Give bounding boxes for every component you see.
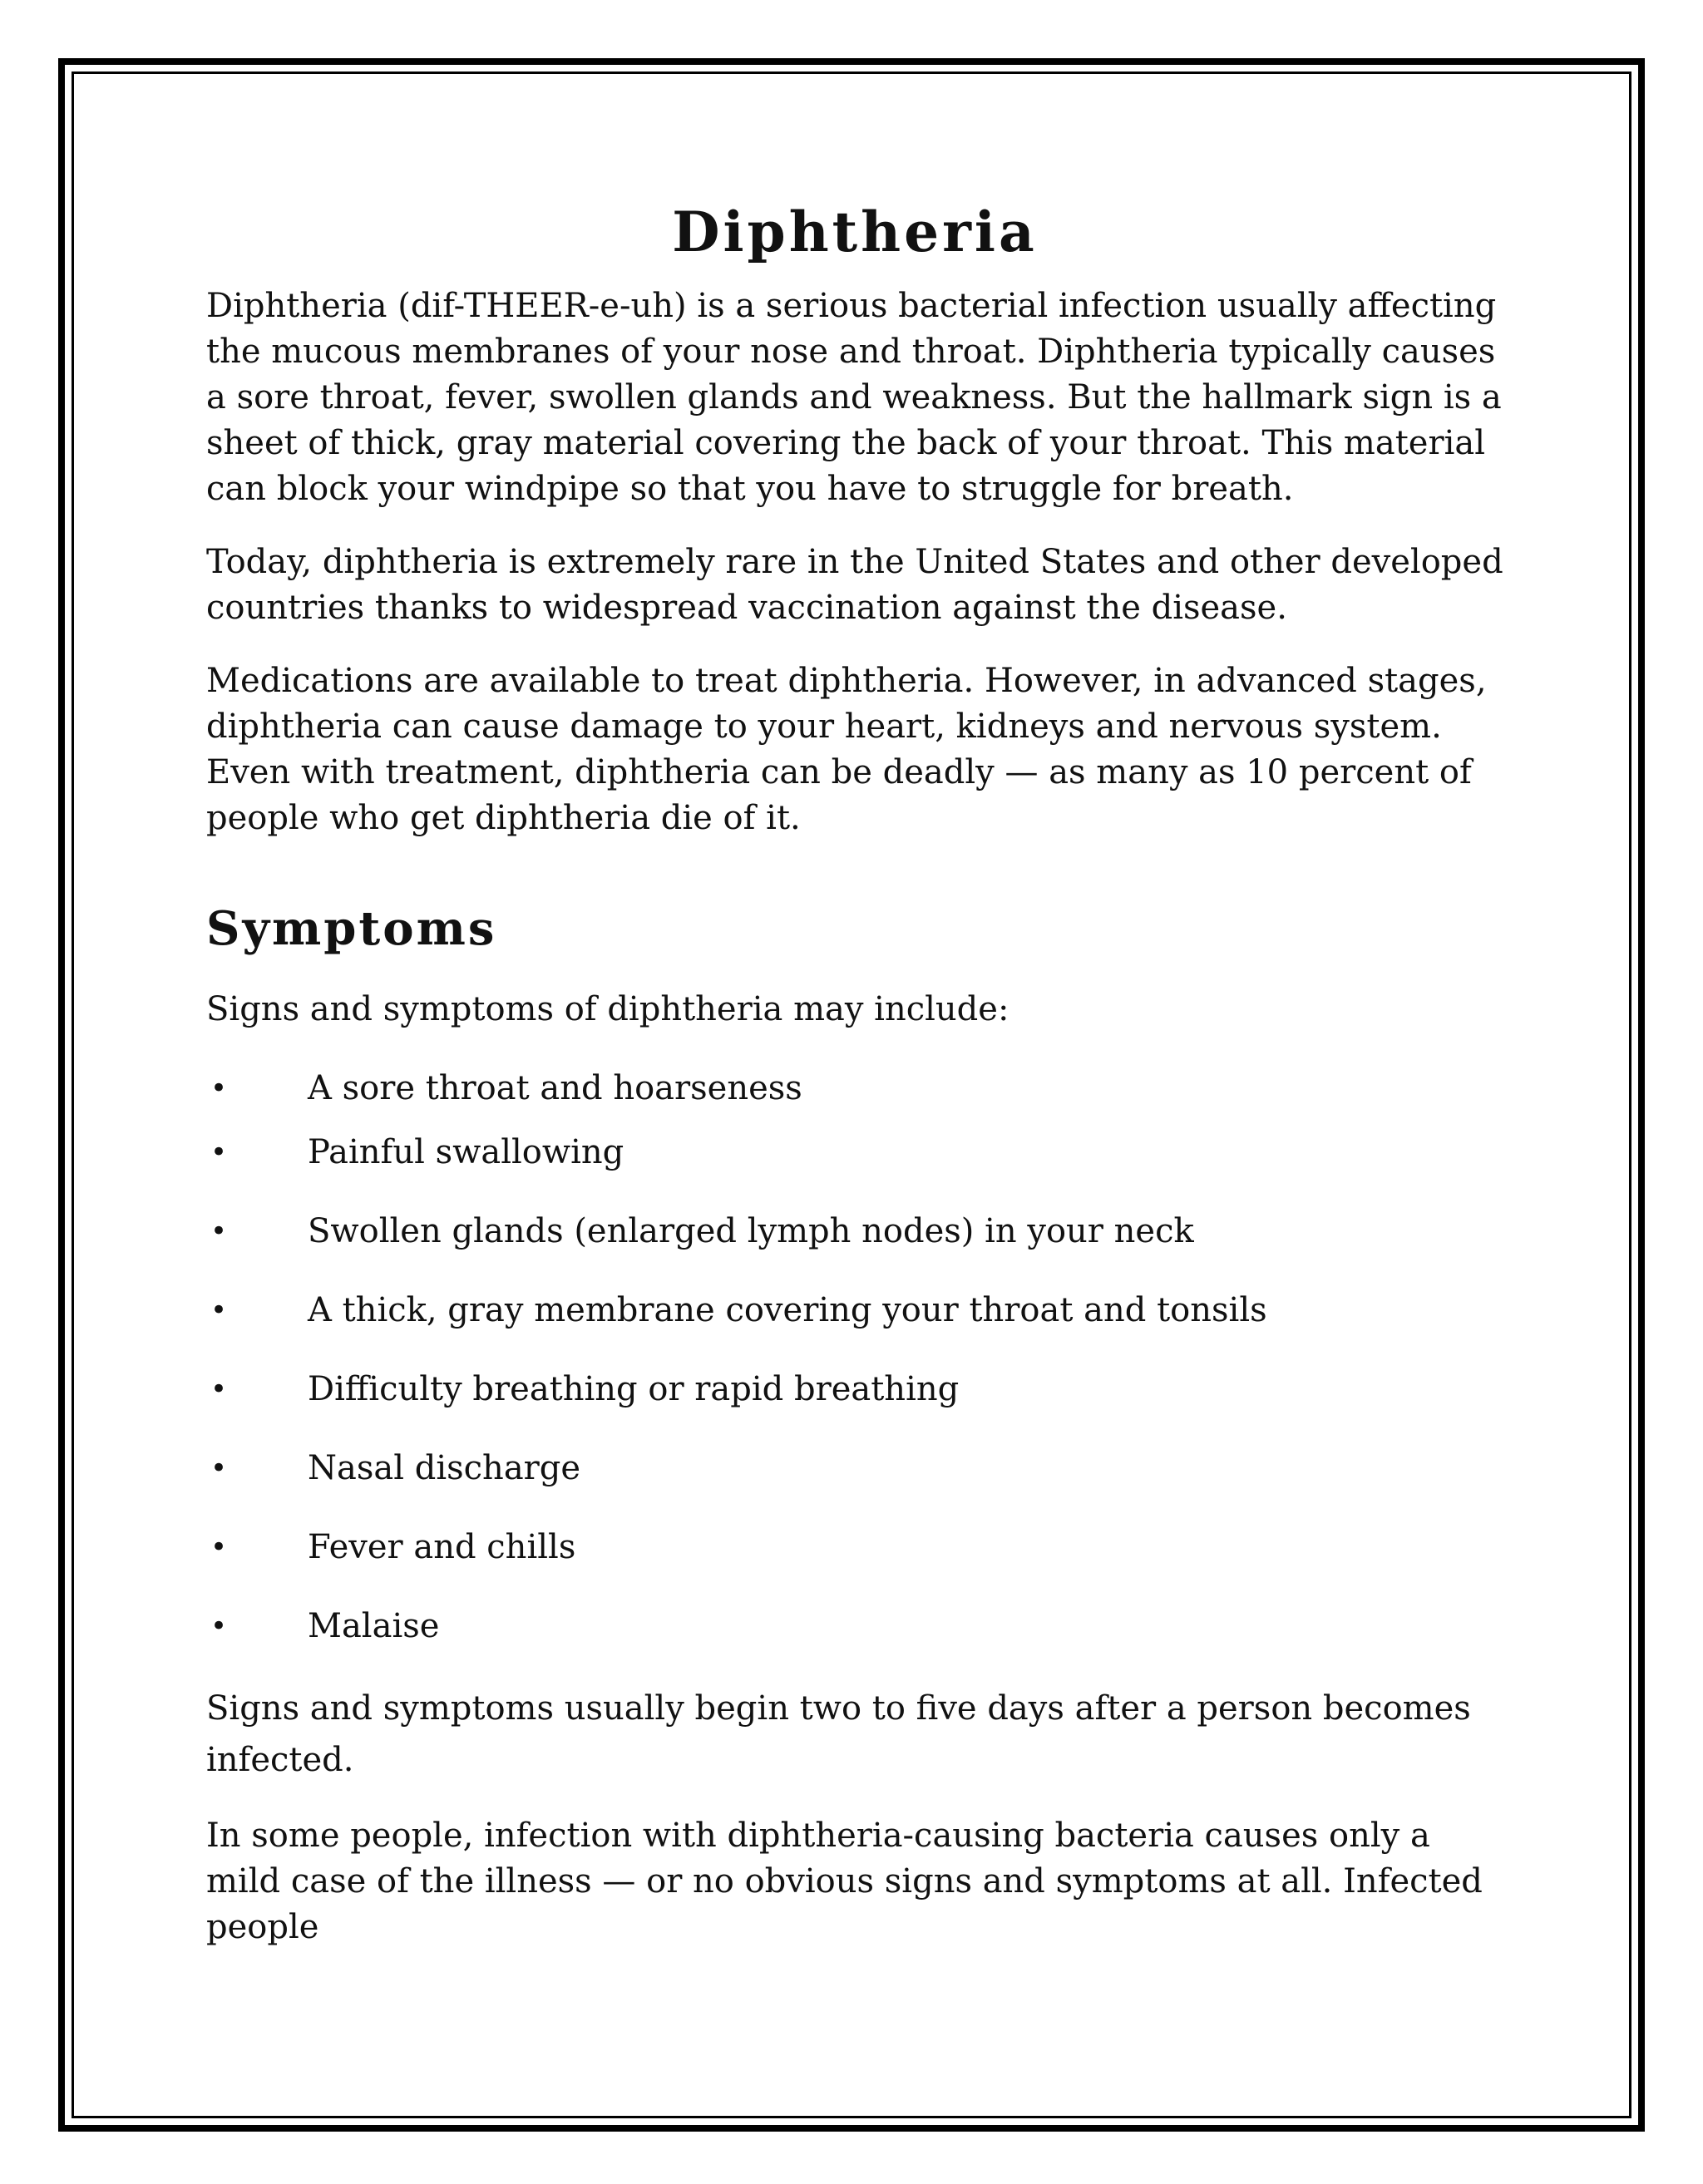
bullet-icon: • xyxy=(210,1373,228,1407)
list-item-text: A sore throat and hoarseness xyxy=(308,1069,802,1108)
list-item xyxy=(206,1066,1503,1112)
list-item xyxy=(206,1604,1503,1649)
bullet-icon: • xyxy=(210,1294,228,1328)
bullet-icon: • xyxy=(210,1452,228,1486)
list-item xyxy=(206,1367,1503,1412)
list-item xyxy=(206,1288,1503,1334)
bullet-icon: • xyxy=(210,1531,228,1565)
page-title: Diphtheria xyxy=(672,200,1038,264)
bullet-icon: • xyxy=(210,1072,228,1106)
list-item xyxy=(206,1209,1503,1255)
list-item-text: Malaise xyxy=(308,1607,440,1646)
bullet-icon: • xyxy=(210,1136,228,1170)
list-item-text: Nasal discharge xyxy=(308,1449,581,1488)
intro-paragraph: Medications are available to treat diphtheria. However, in advanced stages, diphtheria can cause damage to your heart, kidneys and nervous system. Even with treatment, diphtheria can be deadly — as many as 10 percent of people who get diphtheria die of it. xyxy=(206,662,1487,838)
list-item-text: Swollen glands (enlarged lymph nodes) in your neck xyxy=(308,1212,1194,1251)
bullet-icon: • xyxy=(210,1215,228,1249)
list-item xyxy=(206,1525,1503,1570)
mild-cases-paragraph: In some people, infection with diphtheria-causing bacteria causes only a mild case of the illness — or no obvious signs and symptoms at all. Infected people xyxy=(206,1817,1483,1947)
list-item-text: Difficulty breathing or rapid breathing xyxy=(308,1370,960,1409)
document-body xyxy=(206,200,1503,1950)
list-item-text: A thick, gray membrane covering your throat and tonsils xyxy=(308,1291,1267,1330)
symptoms-heading: Symptoms xyxy=(206,901,497,957)
bullet-icon: • xyxy=(210,1610,228,1644)
list-item-text: Fever and chills xyxy=(308,1528,576,1567)
symptoms-intro: Signs and symptoms of diphtheria may include: xyxy=(206,990,1009,1029)
list-item-text: Painful swallowing xyxy=(308,1133,624,1172)
symptoms-list xyxy=(206,1066,1503,1649)
list-item xyxy=(206,1446,1503,1491)
intro-paragraph: Diphtheria (dif-THEER-e-uh) is a serious bacterial infection usually affecting the mucous membranes of your nose and throat. Diphtheria typically causes a sore throat, fever, swollen glands and weakness. But the hallmark sign is a sheet of thick, gray material covering the back of your throat. This material can block your windpipe so that you have to struggle for breath. xyxy=(206,287,1502,509)
list-item xyxy=(206,1130,1503,1176)
intro-paragraph: Today, diphtheria is extremely rare in the United States and other developed countries thanks to widespread vaccination against the disease. xyxy=(206,543,1503,628)
symptoms-onset-paragraph: Signs and symptoms usually begin two to five days after a person becomes infected. xyxy=(206,1689,1471,1780)
